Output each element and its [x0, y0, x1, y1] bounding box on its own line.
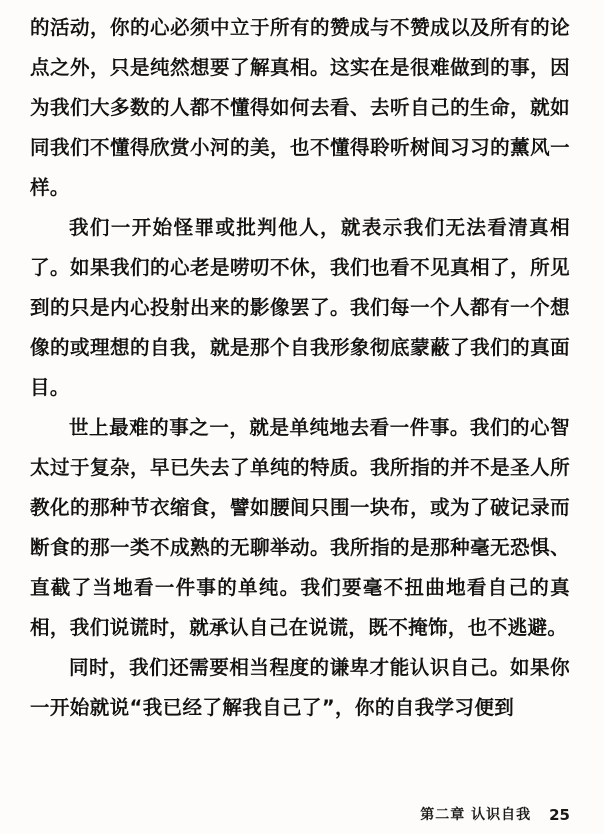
- page-body: [30, 8, 570, 728]
- page-footer: [30, 798, 570, 824]
- paragraph: 我们一开始怪罪或批判他人，就表示我们无法看清真相了。如果我们的心老是唠叨不休，我们也看不见真相了，所见到的只是内心投射出来的影像罢了。我们每一个人都有一个想像的或理想的自我，就是那个自我形象彻底蒙蔽了我们的真面目。: [30, 216, 570, 399]
- page-number: 25: [549, 806, 570, 824]
- paragraph: 同时，我们还需要相当程度的谦卑才能认识自己。如果你一开始就说“我已经了解我自己了”，你的自我学习便到: [30, 656, 570, 719]
- footer-chapter-title: 第二章 认识自我: [420, 807, 532, 823]
- paragraph: 世上最难的事之一，就是单纯地去看一件事。我们的心智太过于复杂，早已失去了单纯的特质。我所指的并不是圣人所教化的那种节衣缩食，譬如腰间只围一块布，或为了破记录而断食的那一类不成熟的无聊举动。我所指的是那种毫无恐惧、直截了当地看一件事的单纯。我们要毫不扭曲地看自己的真相，我们说谎时，就承认自己在说谎，既不掩饰，也不逃避。: [30, 416, 570, 639]
- paragraph: 的活动，你的心必须中立于所有的赞成与不赞成以及所有的论点之外，只是纯然想要了解真相。这实在是很难做到的事，因为我们大多数的人都不懂得如何去看、去听自己的生命，就如同我们不懂得欣赏小河的美，也不懂得聆听树间习习的薰风一样。: [30, 16, 570, 199]
